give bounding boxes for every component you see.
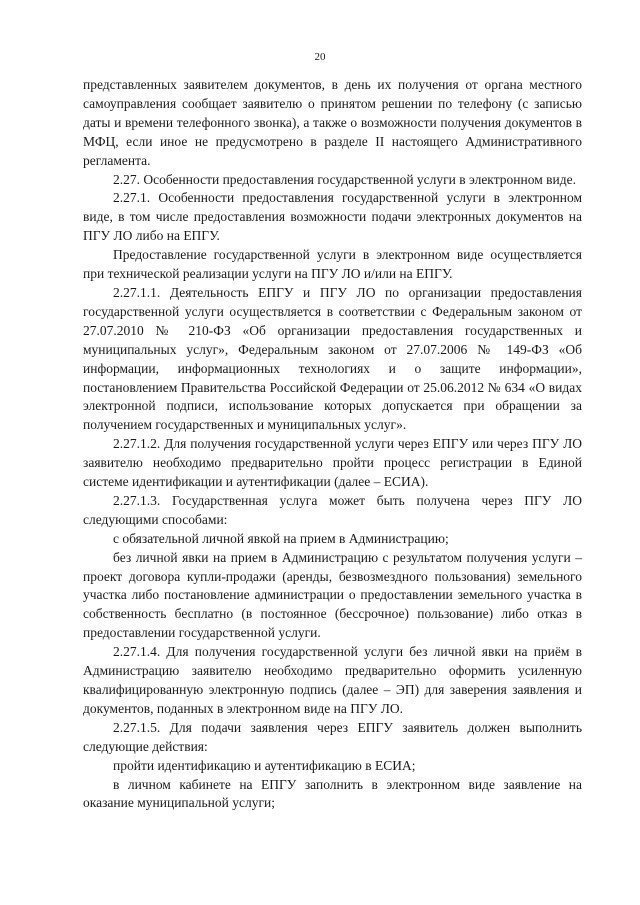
section-2-27-1-2: 2.27.1.2. Для получения государственной услуги через ЕПГУ или через ПГУ ЛО заявителю необходимо предварительно пройти процесс регистрации в Единой системе идентификации и аутентификации (далее – ЕСИА). — [83, 436, 582, 490]
section-2-27-heading: 2.27. Особенности предоставления государственной услуги в электронном виде. — [113, 171, 576, 187]
document-body — [83, 76, 582, 813]
paragraph-electronic-provision: Предоставление государственной услуги в электронном виде осуществляется при технической реализации услуги на ПГУ ЛО и/или на ЕПГУ. — [83, 247, 582, 282]
list-item-identification: пройти идентификацию и аутентификацию в ЕСИА; — [113, 757, 416, 773]
section-2-27-1-1: 2.27.1.1. Деятельность ЕПГУ и ПГУ ЛО по организации предоставления государственной услуги осуществляется в соответствии с Федеральным законом от 27.07.2010 № 210-ФЗ «Об организации предоставления государственных и муниципальных услуг», Федеральным законом от 27.07.2006 № 149-ФЗ «Об информации, информационных технологиях и о защите информации», постановлением Правительства Российской Федерации от 25.06.2012 № 634 «О видах электронной подписи, использование которых допускается при обращении за получением государственных и муниципальных услуг». — [83, 284, 582, 433]
section-2-27-1: 2.27.1. Особенности предоставления государственной услуги в электронном виде, в том числе предоставления возможности подачи электронных документов на ПГУ ЛО либо на ЕПГУ. — [83, 190, 582, 244]
page-number: 20 — [314, 51, 326, 63]
section-2-27-1-3: 2.27.1.3. Государственная услуга может быть получена через ПГУ ЛО следующими способами: — [83, 492, 582, 527]
section-2-27-1-5: 2.27.1.5. Для подачи заявления через ЕПГУ заявитель должен выполнить следующие действия: — [83, 719, 582, 754]
list-item-no-visit: без личной явки на прием в Администрацию с результатом получения услуги – проект договора купли-продажи (аренды, безвозмездного пользования) земельного участка либо постановление администрации о предоставлении земельного участка в собственность бесплатно (в постоянное (бессрочное) пользование) либо отказ в предоставлении государственной услуги. — [83, 549, 582, 641]
section-2-27-1-4: 2.27.1.4. Для получения государственной услуги без личной явки на приём в Администрацию заявителю необходимо предварительно оформить усиленную квалифицированную электронную подпись (далее – ЭП) для заверения заявления и документов, поданных в электронном виде на ПГУ ЛО. — [83, 644, 582, 716]
list-item-fill-application: в личном кабинете на ЕПГУ заполнить в электронном виде заявление на оказание муниципальной услуги; — [83, 776, 582, 811]
paragraph-continuation: представленных заявителем документов, в день их получения от органа местного самоуправления сообщает заявителю о принятом решении по телефону (с записью даты и времени телефонного звонка), а также о возможности получения документов в МФЦ, если иное не предусмотрено в разделе II настоящего Административного регламента. — [83, 77, 582, 168]
list-item-personal-visit: с обязательной личной явкой на прием в Администрацию; — [113, 530, 449, 546]
